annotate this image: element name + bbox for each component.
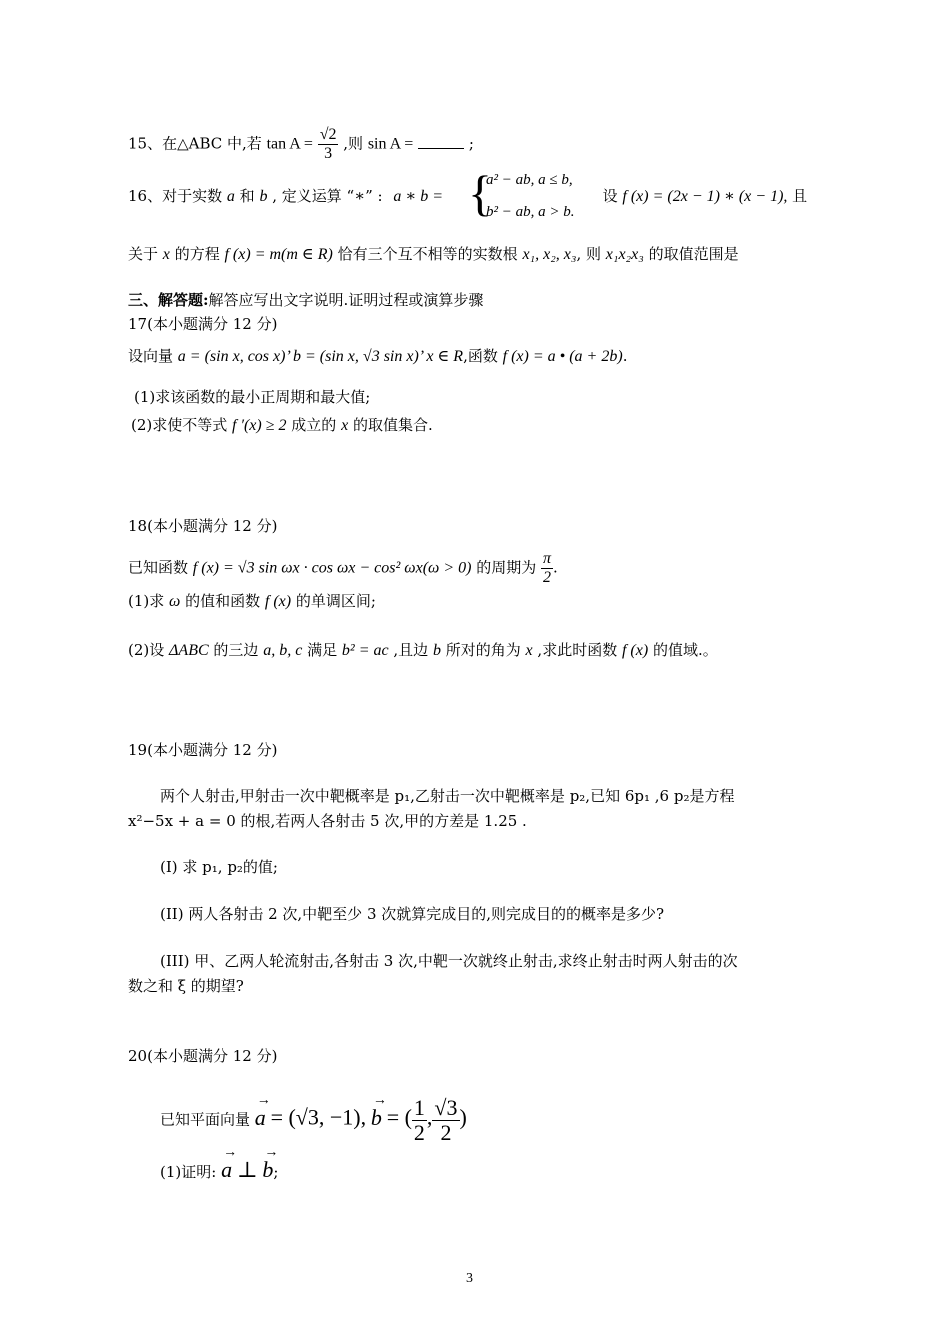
q17-function: f (x) = a • (a + 2b) bbox=[502, 348, 623, 365]
q19-line2: x²−5x + a = 0 的根,若两人各射击 5 次,甲的方差是 1.25 . bbox=[128, 812, 527, 830]
q18-function: f (x) = √3 sin ωx · cos ωx − cos² ωx(ω > 0) bbox=[192, 559, 472, 577]
q19-part3-line2: 数之和 ξ 的期望? bbox=[128, 977, 244, 995]
vector-b: → b bbox=[370, 1092, 387, 1130]
q17-part1: (1)求该函数的最小正周期和最大值; bbox=[134, 388, 371, 406]
q20-heading: 20(本小题满分 12 分) bbox=[128, 1047, 278, 1065]
q15-answer-blank bbox=[418, 134, 464, 149]
q20-line1: 已知平面向量 → a = (√3, −1), → b = ( $\frac{1}{2}$ , $\frac{√3}{2}$ ) bbox=[160, 1092, 467, 1145]
vector-b-2: → b bbox=[262, 1145, 279, 1182]
q16-brace: { bbox=[468, 165, 492, 221]
q17-vectors: a = (sin x, cos x)’ b = (sin x, √3 sin x)’ x ∈ R bbox=[177, 348, 464, 365]
q17-heading: 17(本小题满分 12 分) bbox=[128, 315, 278, 333]
q15-text: 15、在△ABC 中,若 bbox=[128, 134, 262, 153]
q19-part3-line1: (III) 甲、乙两人轮流射击,各射击 3 次,中靶一次就终止射击,求终止射击时两人射击的次 bbox=[160, 952, 738, 970]
q16-function: f (x) = (2x − 1) ∗ (x − 1), bbox=[622, 188, 788, 205]
q16-equation: f (x) = m(m ∈ R) bbox=[224, 246, 333, 263]
q15-tan: tan A = bbox=[266, 135, 313, 153]
page-number: 3 bbox=[466, 1271, 473, 1286]
q18-part1: (1)求 ω 的值和函数 f (x) 的单调区间; bbox=[128, 592, 376, 610]
q18-line1: 已知函数 f (x) = √3 sin ωx · cos ωx − cos² ωx(ω > 0) 的周期为 $\frac{\pi}{2}$ . bbox=[128, 550, 558, 586]
q16-line1: 16、对于实数 a 和 b , 定义运算 “∗” : a ∗ b = 设 f (x) = (2x − 1) ∗ (x − 1), 且 bbox=[128, 187, 808, 205]
q15-line: 15、在△ABC 中,若 tan A = $\frac{√2}{3}$ ,则 sin A = ; bbox=[128, 126, 474, 162]
q19-part2: (II) 两人各射击 2 次,中靶至少 3 次就算完成目的,则完成目的的概率是多少? bbox=[160, 905, 665, 923]
q20-part1: (1)证明: → a ⊥ → b; bbox=[160, 1145, 279, 1182]
q19-part1: (I) 求 p₁, p₂的值; bbox=[160, 858, 278, 876]
vector-a-2: → a bbox=[221, 1145, 238, 1182]
q18-part2: (2)设 ΔABC 的三边 a, b, c 满足 b² = ac ,且边 b 所对的角为 x ,求此时函数 f (x) 的值域.。 bbox=[128, 641, 718, 659]
q18-heading: 18(本小题满分 12 分) bbox=[128, 517, 278, 535]
q19-heading: 19(本小题满分 12 分) bbox=[128, 741, 278, 759]
q16-case1: a² − ab, a ≤ b, bbox=[486, 172, 573, 188]
q17-part2: (2)求使不等式 f ′(x) ≥ 2 成立的 x 的取值集合. bbox=[131, 416, 433, 434]
q16-operation: a ∗ b = bbox=[393, 188, 444, 205]
q19-line1: 两个人射击,甲射击一次中靶概率是 p₁,乙射击一次中靶概率是 p₂,已知 6p₁ ,6 p₂是方程 bbox=[160, 787, 735, 805]
q15-sin: sin A = bbox=[367, 135, 414, 153]
q16-line2: 关于 x 的方程 f (x) = m(m ∈ R) 恰有三个互不相等的实数根 x₁, x₂, x₃, 则 x₁x₂x₃ 的取值范围是 bbox=[128, 245, 739, 263]
q15-fraction: $\frac{√2}{3}$ bbox=[319, 126, 337, 162]
vector-a: → a bbox=[254, 1092, 271, 1130]
q18-period-fraction: $\frac{\pi}{2}$ bbox=[543, 550, 552, 586]
q16-case2: b² − ab, a > b. bbox=[486, 204, 575, 220]
section-heading: 三、解答题:解答应写出文字说明.证明过程或演算步骤 bbox=[128, 291, 484, 309]
q17-line1: 设向量 a = (sin x, cos x)’ b = (sin x, √3 sin x)’ x ∈ R,函数 f (x) = a • (a + 2b). bbox=[128, 347, 628, 365]
q16-roots: x₁, x₂, x₃ bbox=[522, 246, 577, 263]
